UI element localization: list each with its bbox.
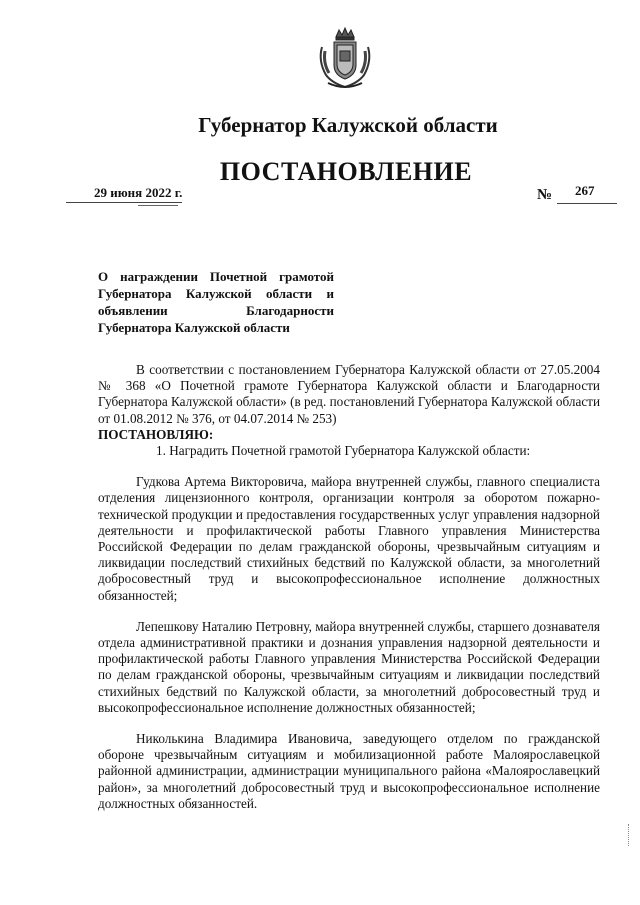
document-date: 29 июня 2022 г. (94, 185, 183, 200)
document-body (98, 362, 600, 812)
coat-of-arms-icon (316, 25, 374, 93)
preamble-paragraph: В соответствии с постановлением Губернатора Калужской области от 27.05.2004 № 368 «О Почетной грамоте Губернатора Калужской области и Благодарности Губернатора Калужской области» (в ред. постановлений Губернатора Калужской области от 01.08.2012 № 376, от 04.07.2014 № 253) (98, 362, 600, 426)
coat-of-arms-graphic (316, 25, 374, 93)
date-underline (66, 202, 182, 203)
document-type-title: ПОСТАНОВЛЕНИЕ (219, 157, 473, 186)
number-underline (557, 203, 617, 204)
document-subject: О награждении Почетной грамотой Губернатора Калужской области и объявлении Благодарности Губернатора Калужской области (98, 269, 334, 335)
awardee-paragraph: Лепешкову Наталию Петровну, майора внутренней службы, старшего дознавателя отдела административной практики и дознания управления надзорной деятельности и профилактической работы Главного управления Министерства Российской Федерации по делам гражданской обороны, чрезвычайным ситуациям и ликвидации последствий стихийных бедствий по Калужской области, за многолетний добросовестный труд и высокопрофессиональное исполнение должностных обязанностей; (98, 618, 600, 715)
date-underline-secondary (138, 205, 178, 206)
issuing-authority: Губернатор Калужской области (198, 113, 498, 137)
awardee-paragraph: Гудкова Артема Викторовича, майора внутренней службы, главного специалиста отделения лицензионного контроля, организации контроля за оборотом пожарно-технической продукции и предоставления государственных услуг управления надзорной деятельности и профилактической работы Главного управления Министерства Российской Федерации по делам гражданской обороны, чрезвычайным ситуациям и ликвидации последствий стихийных бедствий по Калужской области, за многолетний добросовестный труд и высокопрофессиональное исполнение должностных обязанностей; (98, 474, 600, 603)
document-number: 267 (575, 183, 595, 198)
item-1-paragraph: 1. Наградить Почетной грамотой Губернатора Калужской области: (156, 443, 531, 459)
decree-heading: ПОСТАНОВЛЯЮ: (98, 426, 214, 442)
margin-mark (628, 824, 631, 846)
awardee-paragraph: Николькина Владимира Ивановича, заведующего отделом по гражданской обороне чрезвычайным ситуациям и мобилизационной работе Малоярославецкой районной администрации, администрации муниципального района «Малоярославецкий район», за многолетний добросовестный труд и высокопрофессиональное исполнение должностных обязанностей. (98, 731, 600, 811)
number-label: № (537, 187, 553, 203)
